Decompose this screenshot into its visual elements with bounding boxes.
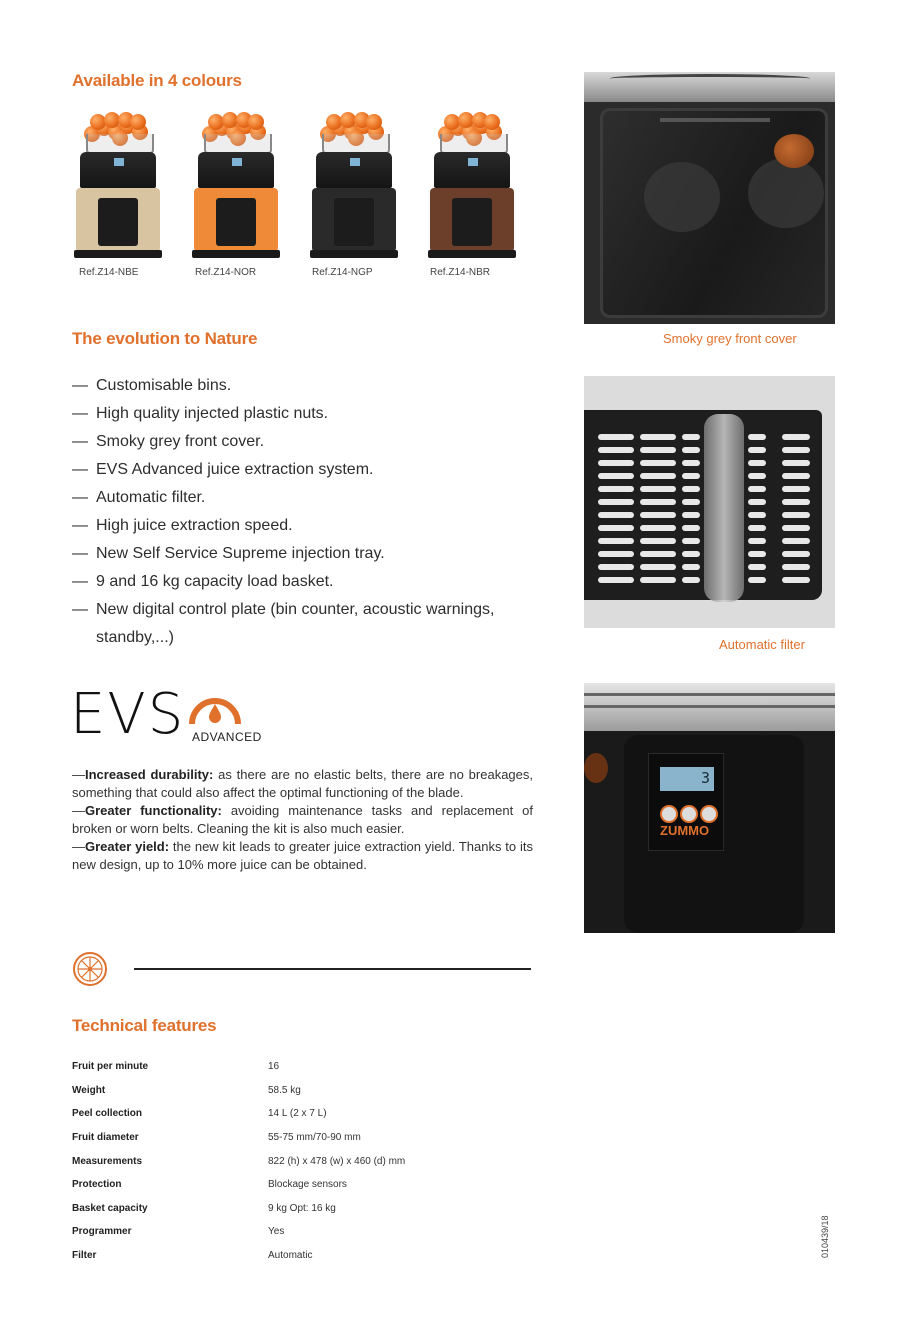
filter-slot	[598, 473, 634, 479]
spec-label: Basket capacity	[72, 1202, 148, 1214]
orange-fruit	[584, 753, 608, 783]
juicer-cup	[644, 162, 720, 232]
filter-slot	[782, 564, 810, 570]
spec-value: Yes	[268, 1226, 285, 1238]
machine-base	[192, 250, 280, 258]
filter-slot	[782, 447, 810, 453]
table-row	[72, 1055, 405, 1079]
filter-slot	[748, 434, 766, 440]
lcd-digit: 3	[700, 769, 710, 787]
machine-body	[76, 188, 160, 252]
filter-slot	[598, 551, 634, 557]
evs-logo-subtitle: ADVANCED	[192, 730, 262, 744]
basket	[86, 134, 154, 154]
table-row	[72, 1244, 405, 1268]
point-lead: Greater yield:	[85, 839, 170, 854]
filter-slot	[640, 499, 676, 505]
juicer-cup	[748, 158, 824, 228]
spec-label: Peel collection	[72, 1108, 143, 1120]
filter-slot	[598, 460, 634, 466]
point-lead: Greater functionality:	[85, 803, 222, 818]
filter-slot	[640, 538, 676, 544]
filter-slot	[682, 473, 700, 479]
machine-body	[312, 188, 396, 252]
basket-rail	[610, 74, 810, 83]
point-text: as there are no elastic belts, there are no breakages, something that could also affect the optimal functioning of the blade.	[72, 767, 533, 800]
filter-slot	[598, 564, 634, 570]
machine-base	[428, 250, 516, 258]
filter-slot	[640, 460, 676, 466]
filter-slot	[682, 499, 700, 505]
cover-handle	[660, 118, 770, 122]
juicer-machine	[424, 112, 520, 258]
filter-slot	[748, 473, 766, 479]
machine-body	[430, 188, 514, 252]
machine-core	[98, 198, 138, 246]
spec-label: Weight	[72, 1084, 106, 1096]
ref-label: Ref.Z14-NBE	[79, 267, 139, 278]
machine-head	[316, 152, 392, 188]
spec-label: Fruit per minute	[72, 1061, 149, 1073]
filter-slot	[748, 577, 766, 583]
filter-slot	[598, 512, 634, 518]
filter-slot	[682, 512, 700, 518]
filter-slot	[682, 486, 700, 492]
orange-slice-icon	[72, 951, 108, 987]
screen	[114, 158, 124, 166]
table-row	[72, 1102, 405, 1126]
spec-value: 58.5 kg	[268, 1084, 301, 1096]
ref-label: Ref.Z14-NGP	[312, 267, 373, 278]
filter-slot	[598, 486, 634, 492]
evs-description: —Increased durability: as there are no elastic belts, there are no breakages, something that could also affect the optimal functioning of the blade. —Greater functionality: avoiding maintenance tasks and replacement of broken or worn belts. Cleaning the kit is also much easier. —Greater yield: the new kit leads to greater juice extraction yield. Thanks to its new design, up to 10% more juice can be obtained.	[72, 767, 534, 872]
table-row	[72, 1220, 405, 1244]
filter-slot	[748, 538, 766, 544]
screen	[350, 158, 360, 166]
filter-slot	[640, 434, 676, 440]
table-row	[72, 1149, 405, 1173]
ref-label: Ref.Z14-NOR	[195, 267, 257, 278]
spec-value: 822 (h) x 478 (w) x 460 (d) mm	[268, 1155, 406, 1167]
filter-slot	[782, 486, 810, 492]
filter-slot	[782, 512, 810, 518]
section-divider	[134, 968, 531, 970]
orange-fruit	[774, 134, 814, 168]
list-item: — Automatic filter.	[72, 484, 502, 512]
spec-value: Blockage sensors	[268, 1179, 347, 1191]
filter-slot	[782, 460, 810, 466]
filter-roller	[704, 414, 744, 602]
filter-slot	[640, 577, 676, 583]
caption-front-cover: Smoky grey front cover	[663, 331, 797, 346]
basket	[440, 134, 508, 154]
machine-head	[198, 152, 274, 188]
list-item: — High quality injected plastic nuts.	[72, 400, 502, 428]
juicer-machine	[70, 112, 166, 258]
list-item: — EVS Advanced juice extraction system.	[72, 456, 502, 484]
lcd-screen	[660, 767, 714, 791]
evs-advanced-logo	[70, 682, 262, 748]
panel-button[interactable]	[660, 805, 678, 823]
spec-label: Measurements	[72, 1155, 143, 1167]
technical-table	[72, 1055, 405, 1267]
filter-slot	[682, 460, 700, 466]
filter-slot	[682, 447, 700, 453]
filter-slot	[682, 577, 700, 583]
table-row	[72, 1079, 405, 1103]
filter-slot	[782, 499, 810, 505]
table-row	[72, 1126, 405, 1150]
juicer-machine	[188, 112, 284, 258]
basket	[322, 134, 390, 154]
evs-logo-text: EVS	[70, 682, 186, 747]
machine-core	[334, 198, 374, 246]
filter-slot	[640, 512, 676, 518]
filter-slot	[598, 577, 634, 583]
list-item: — New digital control plate (bin counter, acoustic warnings, standby,...)	[72, 596, 502, 652]
table-row	[72, 1197, 405, 1221]
filter-slot	[748, 512, 766, 518]
machine-base	[310, 250, 398, 258]
filter-slot	[598, 538, 634, 544]
filter-slot	[682, 564, 700, 570]
filter-slot	[640, 473, 676, 479]
basket	[204, 134, 272, 154]
filter-slot	[782, 434, 810, 440]
technical-title: Technical features	[72, 1016, 217, 1035]
document-code: 010439/18	[820, 1215, 830, 1258]
list-item: — Customisable bins.	[72, 372, 502, 400]
point-text: the new kit leads to greater juice extraction yield. Thanks to its new design, up to 10% more juice can be obtained.	[72, 839, 533, 872]
machine-core	[452, 198, 492, 246]
filter-slot	[782, 577, 810, 583]
zummo-logo: ZUMMO	[660, 823, 710, 838]
filter-slot	[748, 564, 766, 570]
spec-value: 55-75 mm/70-90 mm	[268, 1132, 361, 1144]
screen	[232, 158, 242, 166]
basket-rail	[584, 693, 835, 696]
machine-core	[216, 198, 256, 246]
filter-slot	[748, 551, 766, 557]
filter-slot	[640, 525, 676, 531]
spec-value: 9 kg Opt: 16 kg	[268, 1202, 336, 1214]
filter-slots	[584, 410, 822, 600]
filter-slot	[598, 525, 634, 531]
screen	[468, 158, 478, 166]
filter-slot	[682, 551, 700, 557]
spec-value: 14 L (2 x 7 L)	[268, 1108, 327, 1120]
feature-list	[72, 372, 502, 652]
list-item: — New Self Service Supreme injection tray.	[72, 540, 502, 568]
spec-label: Protection	[72, 1179, 122, 1191]
point-lead: Increased durability:	[85, 767, 214, 782]
filter-slot	[748, 460, 766, 466]
basket-rail	[584, 705, 835, 708]
drop-gauge-icon	[188, 692, 242, 728]
filter-slot	[782, 538, 810, 544]
machine-base	[74, 250, 162, 258]
filter-slot	[640, 564, 676, 570]
spec-value: 16	[268, 1061, 280, 1073]
filter-slot	[782, 525, 810, 531]
filter-slot	[598, 434, 634, 440]
filter-slot	[682, 538, 700, 544]
filter-slot	[598, 447, 634, 453]
evolution-title: The evolution to Nature	[72, 329, 258, 348]
point-text: avoiding maintenance tasks and replacement of broken or worn belts. Cleaning the kit is also much easier.	[72, 803, 534, 836]
filter-slot	[682, 434, 700, 440]
spec-value: Automatic	[268, 1250, 313, 1262]
spec-label: Programmer	[72, 1226, 132, 1238]
spec-label: Filter	[72, 1250, 97, 1262]
filter-slot	[748, 525, 766, 531]
table-row	[72, 1173, 405, 1197]
photo-automatic-filter	[584, 376, 835, 628]
filter-slot	[598, 499, 634, 505]
machine-head	[434, 152, 510, 188]
ref-label: Ref.Z14-NBR	[430, 267, 491, 278]
panel-button[interactable]	[700, 805, 718, 823]
photo-control-panel	[584, 683, 835, 933]
list-item: — High juice extraction speed.	[72, 512, 502, 540]
machine-head	[80, 152, 156, 188]
filter-slot	[782, 551, 810, 557]
spec-label: Fruit diameter	[72, 1132, 139, 1144]
filter-slot	[782, 473, 810, 479]
filter-slot	[640, 447, 676, 453]
filter-slot	[640, 551, 676, 557]
filter-slot	[640, 486, 676, 492]
juicer-machine	[306, 112, 402, 258]
list-item: — 9 and 16 kg capacity load basket.	[72, 568, 502, 596]
colours-title: Available in 4 colours	[72, 71, 242, 90]
list-item: — Smoky grey front cover.	[72, 428, 502, 456]
filter-slot	[682, 525, 700, 531]
panel-button[interactable]	[680, 805, 698, 823]
filter-slot	[748, 447, 766, 453]
filter-slot	[748, 486, 766, 492]
filter-slot	[748, 499, 766, 505]
machine-body	[194, 188, 278, 252]
caption-filter: Automatic filter	[719, 637, 805, 652]
photo-front-cover	[584, 72, 835, 324]
